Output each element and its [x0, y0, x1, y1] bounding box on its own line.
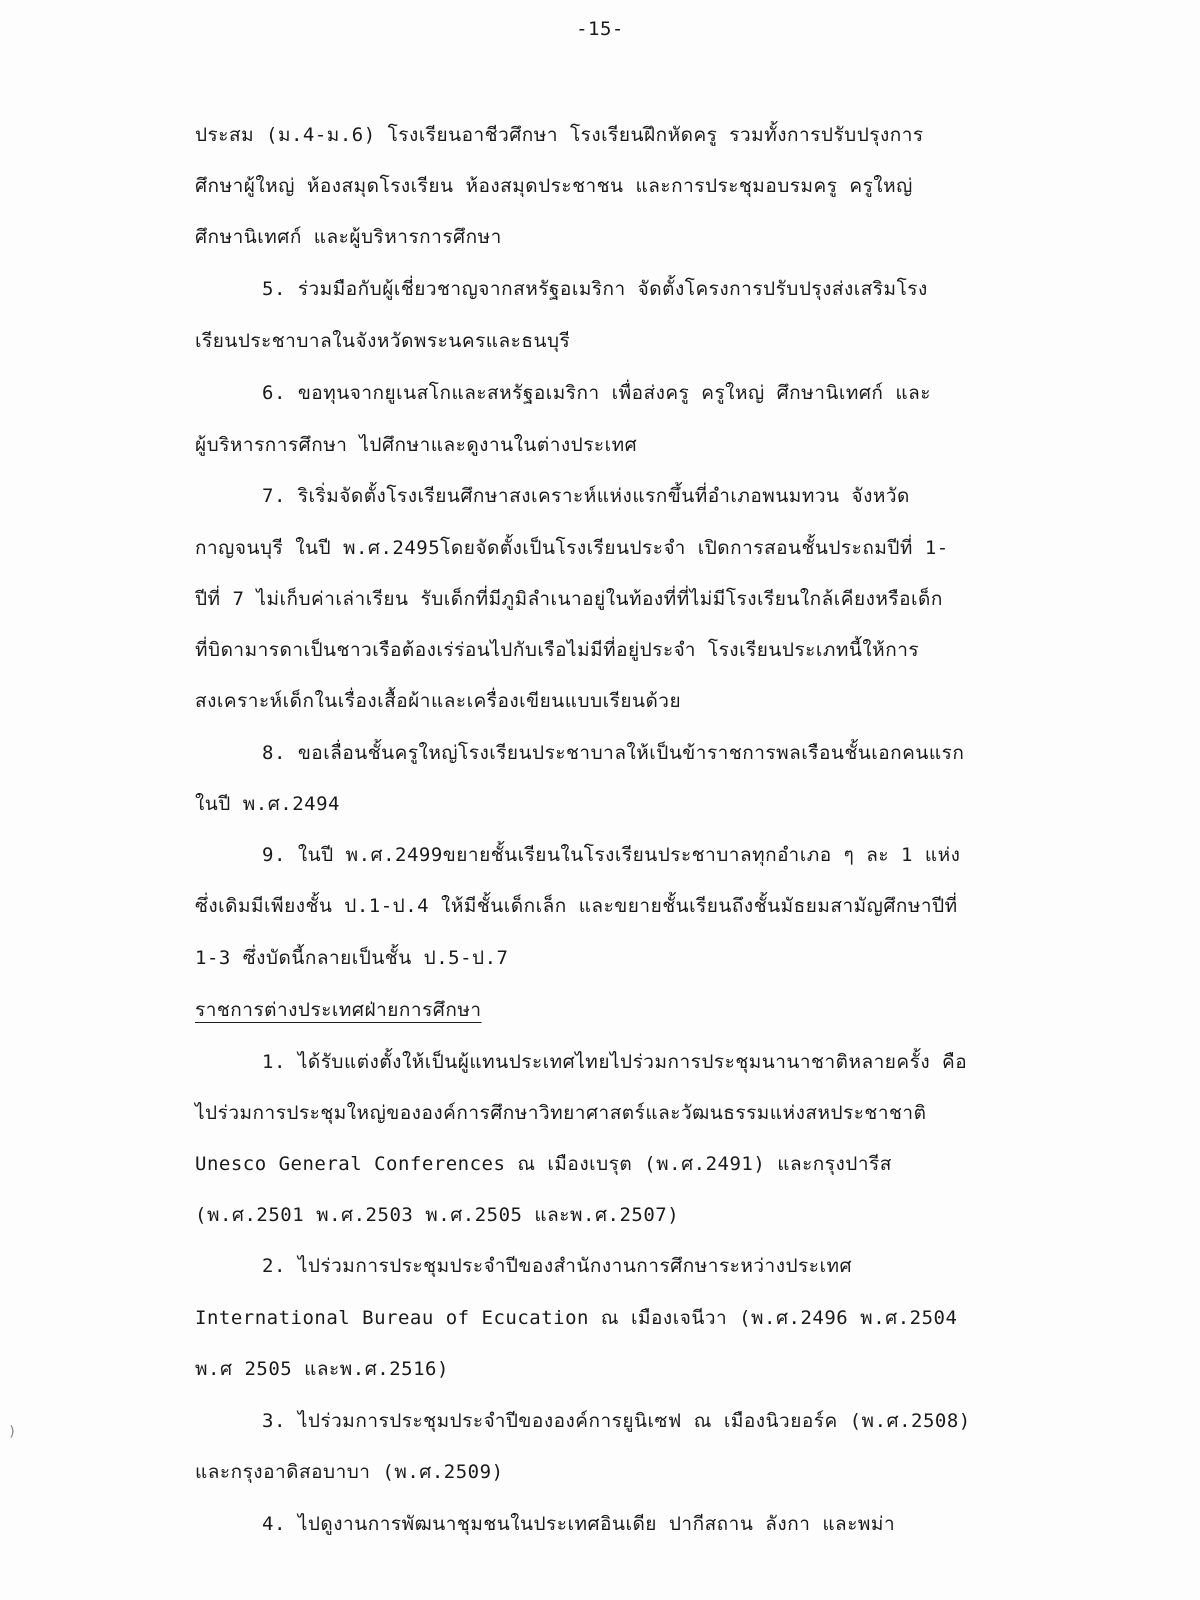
body-line: Unesco General Conferences ณ เมืองเบรุต (พ.ศ.2491) และกรุงปารีส: [195, 1153, 892, 1175]
body-line: 9. ในปี พ.ศ.2499ขยายชั้นเรียนในโรงเรียนประชาบาลทุกอำเภอ ๆ ละ 1 แห่ง: [262, 844, 961, 866]
body-line: 7. ริเริ่มจัดตั้งโรงเรียนศึกษาสงเคราะห์แห่งแรกขึ้นที่อำเภอพนมทวน จังหวัด: [262, 485, 910, 507]
body-line: 3. ไปร่วมการประชุมประจำปีขององค์การยูนิเซฟ ณ เมืองนิวยอร์ค (พ.ศ.2508): [262, 1410, 971, 1432]
body-line: 5. ร่วมมือกับผู้เชี่ยวชาญจากสหรัฐอเมริกา จัดตั้งโครงการปรับปรุงส่งเสริมโรง: [262, 278, 928, 300]
body-line: 1. ได้รับแต่งตั้งให้เป็นผู้แทนประเทศไทยไปร่วมการประชุมนานาชาติหลายครั้ง คือ: [262, 1051, 968, 1073]
body-line: กาญจนบุรี ในปี พ.ศ.2495โดยจัดตั้งเป็นโรงเรียนประจำ เปิดการสอนชั้นประถมปีที่ 1-: [195, 537, 949, 559]
body-line: ที่บิดามารดาเป็นชาวเรือต้องเร่ร่อนไปกับเรือไม่มีที่อยู่ประจำ โรงเรียนประเภทนี้ให้การ: [195, 639, 920, 661]
body-line: ศึกษาผู้ใหญ่ ห้องสมุดโรงเรียน ห้องสมุดประชาชน และการประชุมอบรมครู ครูใหญ่: [195, 175, 913, 197]
body-line: 4. ไปดูงานการพัฒนาชุมชนในประเทศอินเดีย ปากีสถาน ลังกา และพม่า: [262, 1513, 896, 1535]
page-number: -15-: [576, 18, 624, 40]
body-line: ประสม (ม.4-ม.6) โรงเรียนอาชีวศึกษา โรงเรียนฝึกหัดครู รวมทั้งการปรับปรุงการ: [195, 124, 924, 146]
body-line: ปีที่ 7 ไม่เก็บค่าเล่าเรียน รับเด็กที่มีภูมิลำเนาอยู่ในท้องที่ที่ไม่มีโรงเรียนใกล้เคียงหรือเด็ก: [195, 588, 943, 610]
body-line: 2. ไปร่วมการประชุมประจำปีของสำนักงานการศึกษาระหว่างประเทศ: [262, 1255, 853, 1277]
body-line: ในปี พ.ศ.2494: [195, 793, 340, 815]
body-line: พ.ศ 2505 และพ.ศ.2516): [195, 1358, 449, 1380]
body-line: และกรุงอาดิสอบาบา (พ.ศ.2509): [195, 1461, 504, 1483]
body-line: ศึกษานิเทศก์ และผู้บริหารการศึกษา: [195, 226, 502, 248]
body-line: ผู้บริหารการศึกษา ไปศึกษาและดูงานในต่างประเทศ: [195, 434, 638, 456]
body-line: 8. ขอเลื่อนชั้นครูใหญ่โรงเรียนประชาบาลให้เป็นข้าราชการพลเรือนชั้นเอกคนแรก: [262, 742, 965, 764]
body-line: เรียนประชาบาลในจังหวัดพระนครและธนบุรี: [195, 330, 571, 352]
body-line: International Bureau of Ecucation ณ เมืองเจนีวา (พ.ศ.2496 พ.ศ.2504: [195, 1307, 958, 1329]
body-line: ไปร่วมการประชุมใหญ่ขององค์การศึกษาวิทยาศาสตร์และวัฒนธรรมแห่งสหประชาชาติ: [195, 1102, 927, 1124]
body-line: 6. ขอทุนจากยูเนสโกและสหรัฐอเมริกา เพื่อส่งครู ครูใหญ่ ศึกษานิเทศก์ และ: [262, 382, 931, 404]
body-line: (พ.ศ.2501 พ.ศ.2503 พ.ศ.2505 และพ.ศ.2507): [195, 1204, 680, 1226]
body-line: 1-3 ซึ่งบัดนี้กลายเป็นชั้น ป.5-ป.7: [195, 947, 509, 969]
section-heading: ราชการต่างประเทศฝ่ายการศึกษา: [195, 999, 482, 1021]
scan-artifact: ): [8, 1424, 17, 1440]
body-line: สงเคราะห์เด็กในเรื่องเสื้อผ้าและเครื่องเขียนแบบเรียนด้วย: [195, 690, 682, 712]
body-line: ซึ่งเดิมมีเพียงชั้น ป.1-ป.4 ให้มีชั้นเด็กเล็ก และขยายชั้นเรียนถึงชั้นมัธยมสามัญศึกษาปีที่: [195, 895, 958, 917]
